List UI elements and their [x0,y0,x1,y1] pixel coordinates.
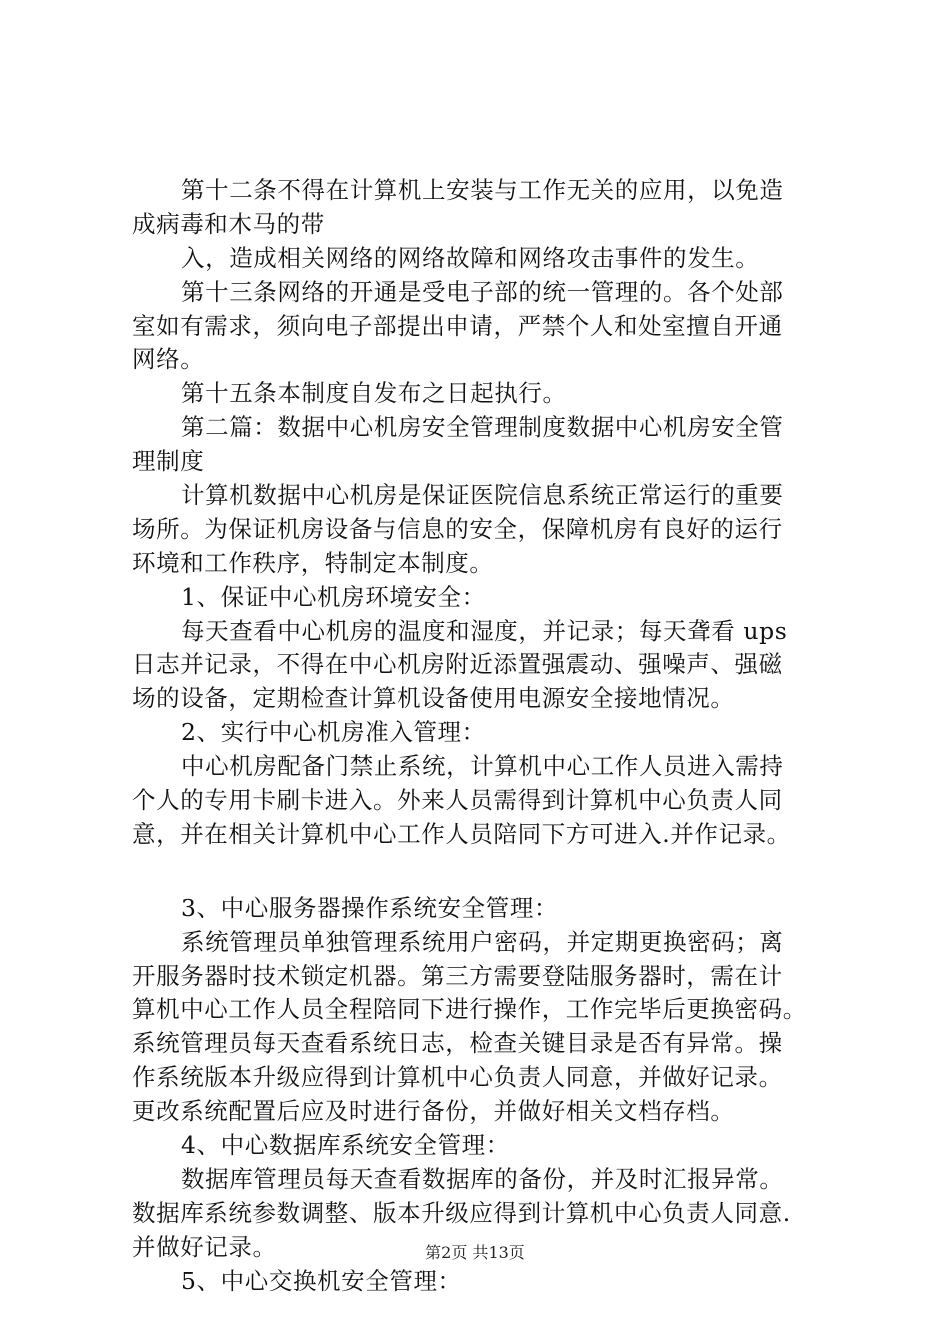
text-line: 意，并在相关计算机中心工作人员陪同下方可进入.并作记录。 [132,819,791,848]
text-line: 中心机房配备门禁止系统，计算机中心工作人员进入需持 [181,752,784,781]
text-line: 3、中心服务器操作系统安全管理： [181,893,559,922]
text-line: 开服务器时技术锁定机器。第三方需要登陆服务器时，需在计 [132,961,783,990]
text-line: 日志并记录，不得在中心机房附近添置强震动、强噪声、强磁 [132,650,783,679]
text-line: 场的设备，定期检查计算机设备使用电源安全接地情况。 [132,684,735,713]
text-line: 系统管理员单独管理系统用户密码，并定期更换密码；离 [181,927,784,956]
text-line: 每天查看中心机房的温度和湿度，并记录；每天聋看 ups [181,616,788,645]
text-line: 作系统版本升级应得到计算机中心负责人同意，并做好记录。 [132,1063,783,1092]
text-line: 计算机数据中心机房是保证医院信息系统正常运行的重要 [181,481,784,510]
text-line: 第十二条不得在计算机上安装与工作无关的应用，以免造 [181,176,784,204]
text-line: 室如有需求，须向电子部提出申请，严禁个人和处室擅自开通 [132,311,783,340]
text-line: 入，造成相关网络的网络故障和网络攻击事件的发生。 [181,243,760,272]
text-line: 2、实行中心机房准入管理： [181,718,486,747]
text-line: 第二篇：数据中心机房安全管理制度数据中心机房安全管 [181,413,784,442]
page-footer: 第2页 共13页 [425,1243,525,1262]
paragraph-gap [132,852,832,892]
text-line: 场所。为保证机房设备与信息的安全，保障机房有良好的运行 [132,514,783,543]
text-line: 算机中心工作人员全程陪同下进行操作，工作完毕后更换密码。 [132,995,807,1024]
text-line: 第十三条网络的开通是受电子部的统一管理的。各个处部 [181,277,784,306]
text-line: 4、中心数据库系统安全管理： [181,1131,510,1160]
text-line: 5、中心交换机安全管理： [181,1266,462,1295]
text-line: 成病毒和木马的带 [132,209,325,238]
text-line: 更改系统配置后应及时进行备份，并做好相关文档存档。 [132,1097,735,1126]
text-line: 第十五条本制度自发布之日起执行。 [181,379,567,408]
text-line: 环境和工作秩序，特制定本制度。 [132,548,494,577]
text-line: 个人的专用卡刷卡进入。外来人员需得到计算机中心负责人同 [132,786,783,815]
text-line: 系统管理员每天查看系统日志，检查关键目录是否有异常。操 [132,1029,783,1058]
document-body [132,174,832,1299]
text-line: 1、保证中心机房环境安全： [181,582,486,611]
text-line: 数据库管理员每天查看数据库的备份，并及时汇报异常。 [181,1164,784,1193]
text-line: 网络。 [132,345,205,374]
text-line: 数据库系统参数调整、版本升级应得到计算机中心负责人同意. [132,1198,791,1227]
text-line: 理制度 [132,447,205,476]
text-line: 并做好记录。 [132,1232,277,1261]
